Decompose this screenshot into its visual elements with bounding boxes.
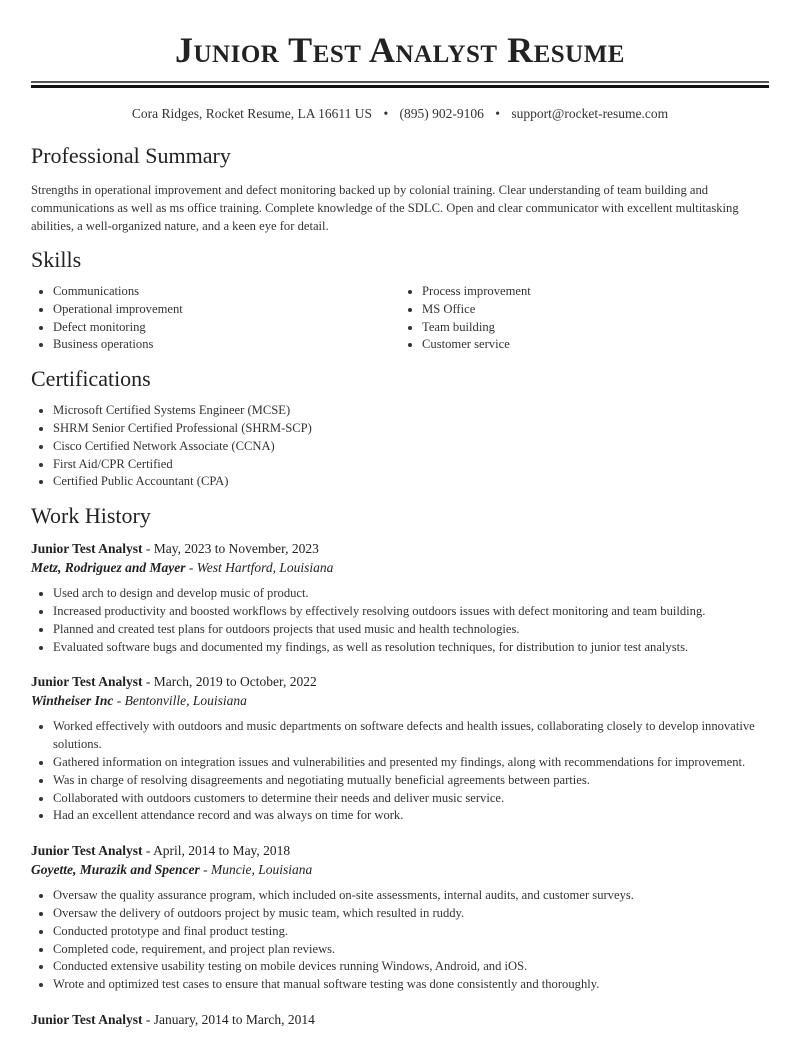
job-dates: April, 2014 to May, 2018 xyxy=(153,843,291,859)
job-dates: March, 2019 to October, 2022 xyxy=(153,674,317,690)
contact-phone: (895) 902-9106 xyxy=(399,106,484,121)
certification-item: • Certified Public Accountant (CPA) xyxy=(53,473,769,491)
contact-address: Cora Ridges, Rocket Resume, LA 16611 US xyxy=(131,106,373,121)
section-heading: Certifications xyxy=(31,366,151,392)
job-dates: May, 2023 to November, 2023 xyxy=(153,541,319,557)
certifications-list xyxy=(31,402,769,491)
job-company: Wintheiser Inc xyxy=(31,693,114,709)
job-dates: January, 2014 to March, 2014 xyxy=(153,1011,315,1027)
job-role: Junior Test Analyst xyxy=(31,541,143,557)
job-bullet: • Gathered information on integration issues and vulnerabilities and presented my findings, along with recommendations for improvement. xyxy=(53,754,769,772)
bullet-separator: • xyxy=(495,106,501,121)
dash: - xyxy=(113,693,125,709)
job-entry xyxy=(31,539,769,656)
job-company: Goyette, Murazik and Spencer xyxy=(31,862,200,878)
certification-item: • SHRM Senior Certified Professional (SHRM-SCP) xyxy=(53,420,769,438)
job-bullets xyxy=(31,718,769,825)
job-header xyxy=(31,672,769,691)
title-divider xyxy=(31,81,769,88)
job-location: West Hartford, Louisiana xyxy=(196,560,334,576)
work-history-section xyxy=(31,503,769,1048)
job-role: Junior Test Analyst xyxy=(31,843,143,859)
dash: - xyxy=(142,674,154,690)
job-bullet: • Evaluated software bugs and documented my findings, as well as resolution techniques, for distribution to junior test analysts. xyxy=(53,639,769,657)
job-bullet: • Oversaw the quality assurance program, which included on-site assessments, internal audits, and customer surveys. xyxy=(53,887,769,905)
job-bullet: • Conducted prototype and final product testing. xyxy=(53,923,769,941)
job-company-line xyxy=(31,691,769,710)
job-entry xyxy=(31,1010,769,1048)
certification-item: • First Aid/CPR Certified xyxy=(53,456,769,474)
skills-grid xyxy=(31,283,769,354)
job-entry xyxy=(31,841,769,994)
job-company-line-clipped xyxy=(31,1029,769,1048)
job-bullet: • Planned and created test plans for outdoors projects that used music and health technologies. xyxy=(53,621,769,639)
dash: - xyxy=(142,541,154,557)
dash: - xyxy=(199,862,211,878)
skill-item: • Communications xyxy=(53,283,400,301)
section-heading: Skills xyxy=(31,247,82,272)
job-bullet: • Increased productivity and boosted workflows by effectively resolving outdoors issues with defect monitoring and team building. xyxy=(53,603,769,621)
job-bullet: • Completed code, requirement, and project plan reviews. xyxy=(53,941,769,959)
job-bullet: • Wrote and optimized test cases to ensure that manual software testing was done consistently and thoroughly. xyxy=(53,976,769,994)
dash: - xyxy=(185,560,197,576)
job-bullets xyxy=(31,887,769,994)
job-role: Junior Test Analyst xyxy=(31,674,143,690)
job-role: Junior Test Analyst xyxy=(31,1011,143,1027)
skill-item: • Customer service xyxy=(422,336,769,354)
job-bullet: • Was in charge of resolving disagreements and negotiating mutually beneficial agreements between parties. xyxy=(53,772,769,790)
certification-item: • Cisco Certified Network Associate (CCNA) xyxy=(53,438,769,456)
job-bullet: • Conducted extensive usability testing on mobile devices running Windows, Android, and iOS. xyxy=(53,958,769,976)
skill-item: • Team building xyxy=(422,319,769,337)
job-header xyxy=(31,539,769,558)
job-header xyxy=(31,1010,769,1029)
job-header xyxy=(31,841,769,860)
job-bullet: • Used arch to design and develop music of product. xyxy=(53,585,769,603)
skills-list-left xyxy=(31,283,400,354)
job-bullet: • Had an excellent attendance record and was always on time for work. xyxy=(53,807,769,825)
summary-text: Strengths in operational improvement and defect monitoring backed up by colonial training. Clear understanding of team building and communications as well as ms office training. Complete knowledge of the SDLC. Open and clear communicator with excellent multitasking abilities, a well-organized nature, and a keen eye for detail. xyxy=(31,183,739,233)
job-company: Metz, Rodriguez and Mayer xyxy=(31,560,186,576)
dash: - xyxy=(142,1011,154,1027)
section-heading: Work History xyxy=(31,503,151,529)
skills-section xyxy=(31,247,769,354)
skill-item: • Defect monitoring xyxy=(53,319,400,337)
document-title: Junior Test Analyst Resume xyxy=(175,30,625,70)
dash: - xyxy=(142,843,154,859)
job-bullet: • Worked effectively with outdoors and music departments on software defects and health issues, collaborating closely to develop innovative solutions. xyxy=(53,718,769,754)
skill-item: • Business operations xyxy=(53,336,400,354)
section-heading: Professional Summary xyxy=(31,143,231,168)
professional-summary-section xyxy=(31,143,769,235)
job-bullet: • Collaborated with outdoors customers to determine their needs and deliver music service. xyxy=(53,790,769,808)
skill-item: • Operational improvement xyxy=(53,301,400,319)
certification-item: • Microsoft Certified Systems Engineer (MCSE) xyxy=(53,402,769,420)
contact-line xyxy=(31,105,769,123)
job-location: Muncie, Louisiana xyxy=(211,862,313,878)
job-entry xyxy=(31,672,769,825)
skill-item: • MS Office xyxy=(422,301,769,319)
skill-item: • Process improvement xyxy=(422,283,769,301)
job-bullet: • Oversaw the delivery of outdoors project by music team, which resulted in ruddy. xyxy=(53,905,769,923)
job-bullets xyxy=(31,585,769,656)
contact-email: support@rocket-resume.com xyxy=(511,106,669,121)
job-company-line xyxy=(31,558,769,577)
bullet-separator: • xyxy=(383,106,389,121)
certifications-section xyxy=(31,366,769,491)
job-location: Bentonville, Louisiana xyxy=(124,693,247,709)
skills-list-right xyxy=(400,283,769,354)
job-company-line xyxy=(31,860,769,879)
